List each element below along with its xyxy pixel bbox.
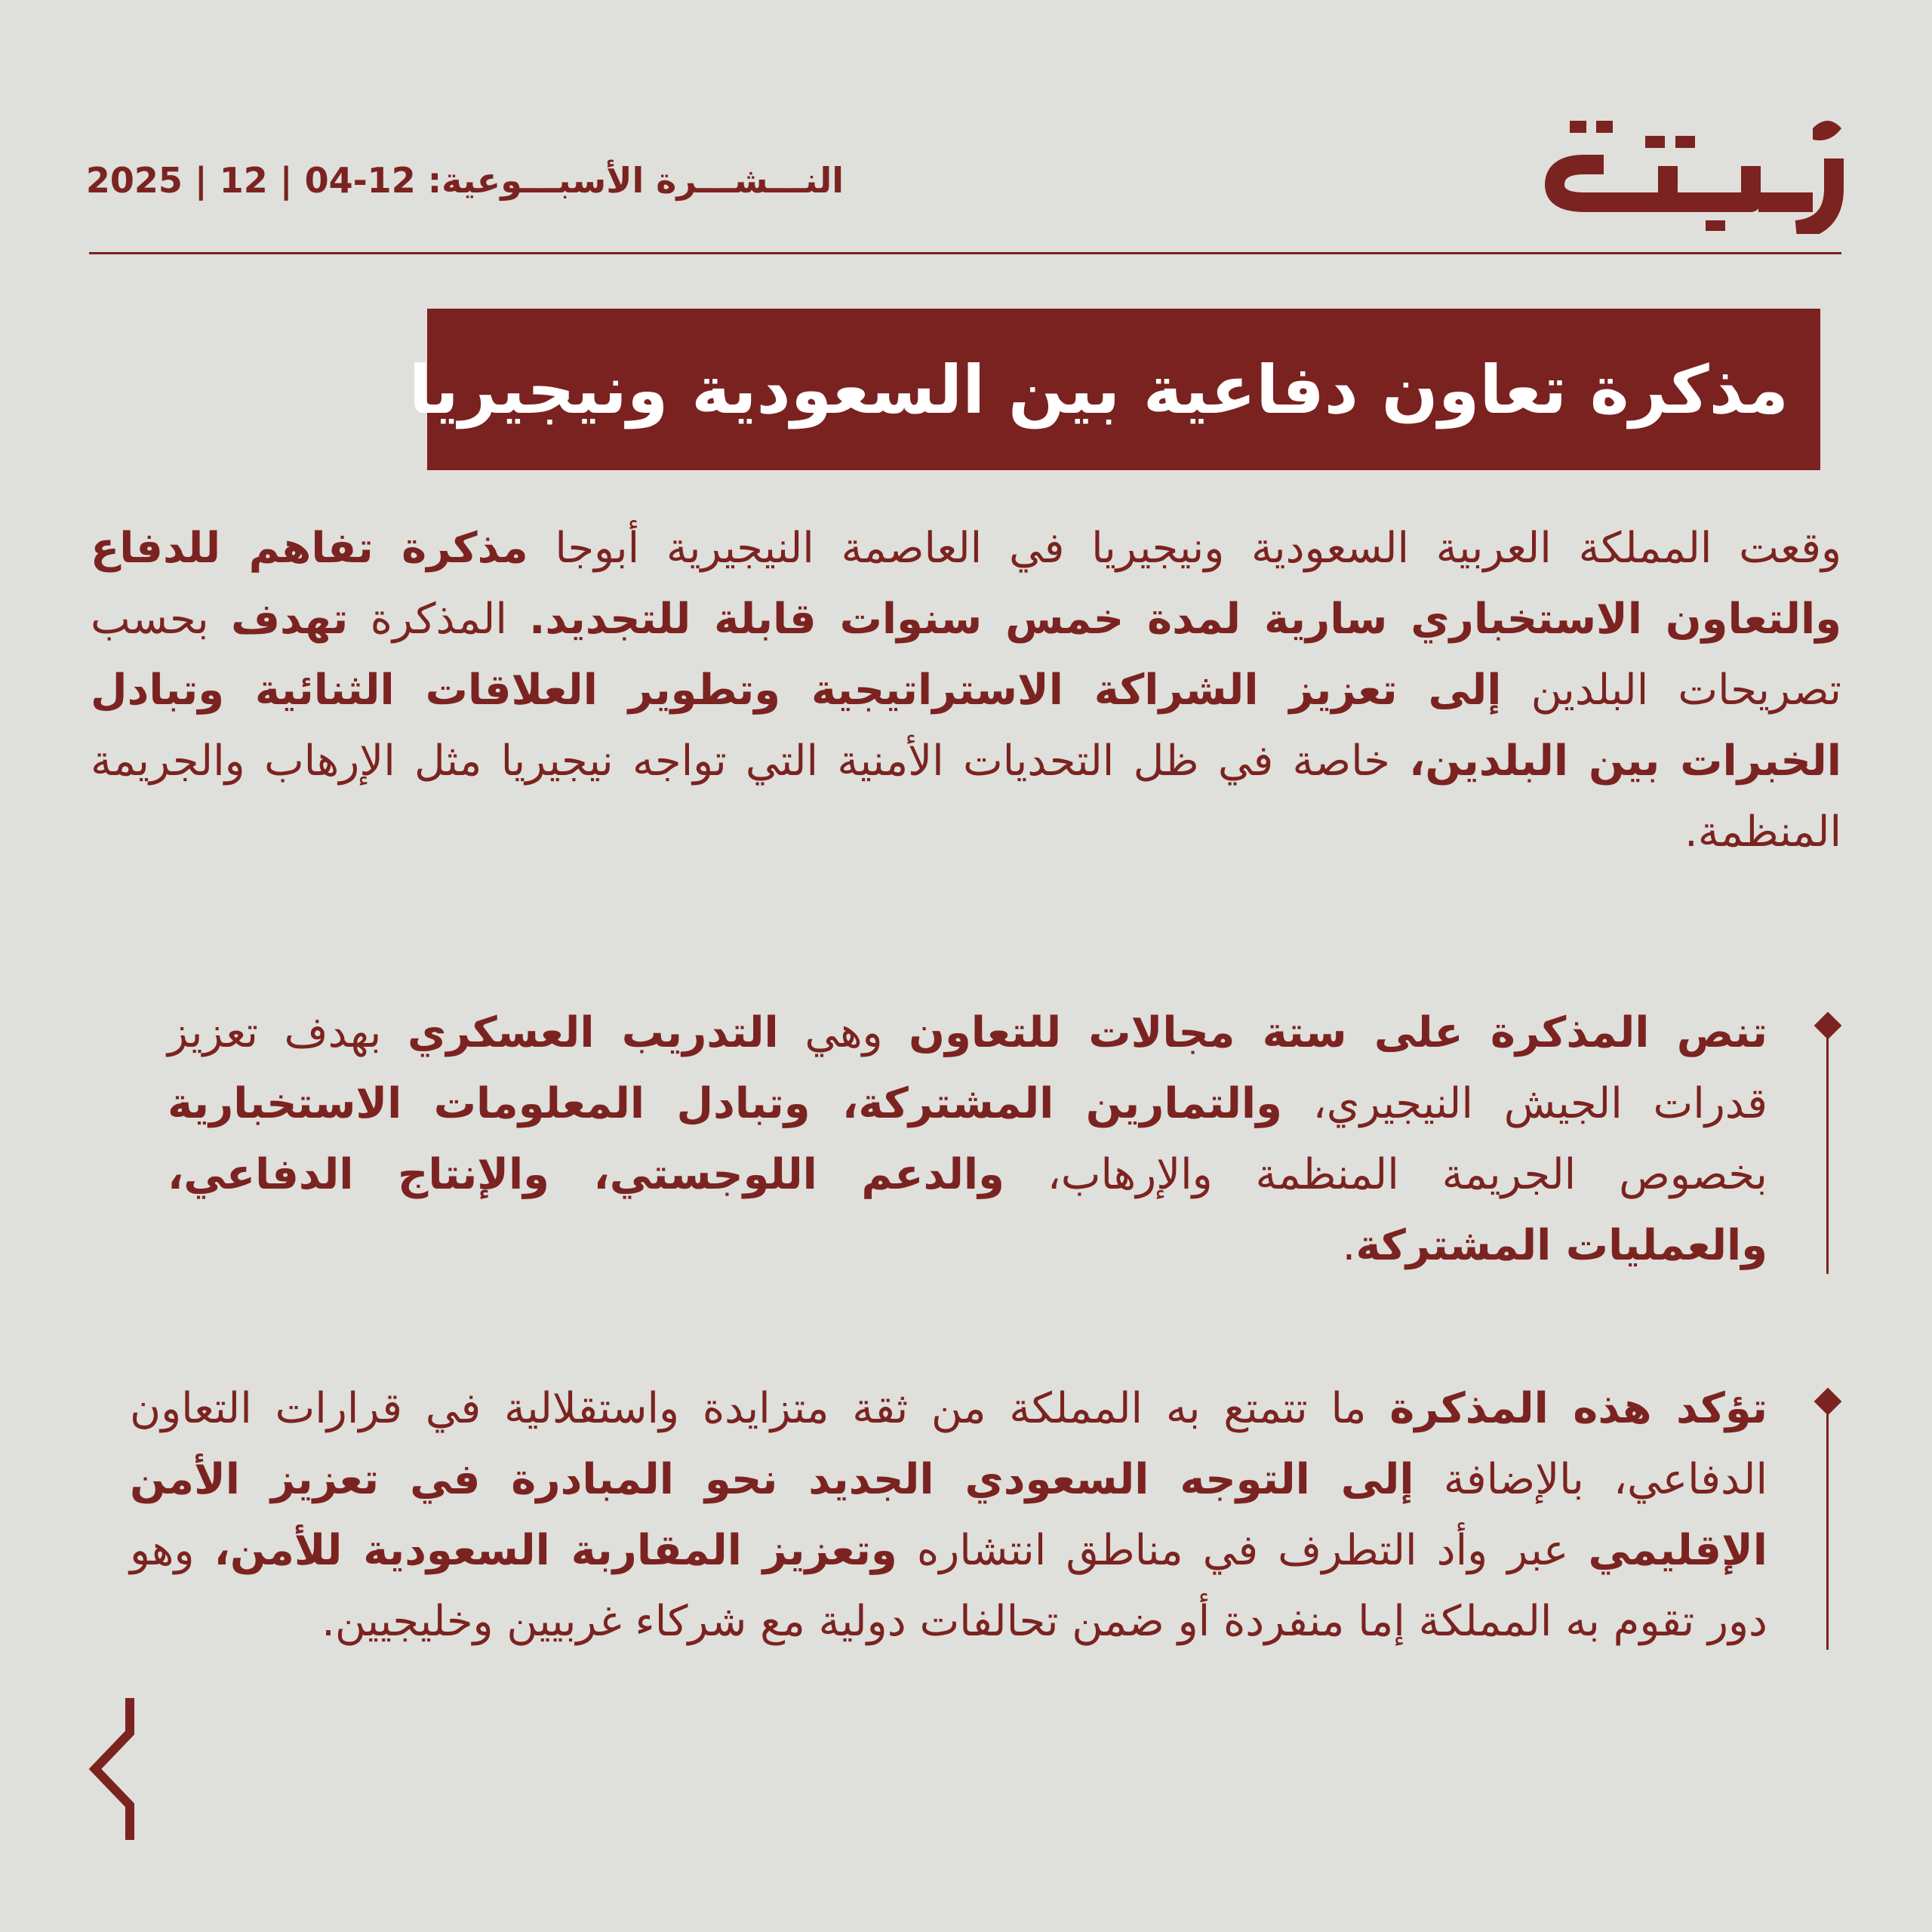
diamond-bullet-icon bbox=[1813, 998, 1843, 1281]
bullet-2-bold-3: وتعزيز المقاربة السعودية للأمن، bbox=[214, 1526, 897, 1575]
bullet-text-1 bbox=[168, 998, 1767, 1281]
bullet-1-text-2: بهدف تعزيز قدرات الجيش النيجيري، bbox=[168, 1008, 1768, 1128]
bullet-1-text-1: وهي bbox=[778, 1008, 909, 1057]
bullet-1-bold-2: التدريب العسكري bbox=[407, 1008, 779, 1057]
intro-paragraph bbox=[91, 513, 1841, 868]
intro-bold-2: تهدف bbox=[230, 595, 349, 644]
bullet-item-1 bbox=[168, 998, 1843, 1281]
rutba-logo bbox=[1532, 113, 1849, 234]
newsletter-date bbox=[85, 160, 844, 201]
newsletter-label: النـــشـــرة الأسبـــوعية: bbox=[427, 160, 844, 201]
bullet-2-text-1: ما تتمتع به المملكة من ثقة متزايدة واستقلالية في قرارات التعاون الدفاعي، بالإضافة bbox=[130, 1384, 1767, 1504]
intro-text-3: بحسب تصريحات البلدين bbox=[91, 595, 1841, 715]
intro-text-1: وقعت المملكة العربية السعودية ونيجيريا في العاصمة النيجيرية أبوجا bbox=[528, 524, 1842, 573]
newsletter-date-value: 2025 | 12 | 04-12 bbox=[85, 160, 416, 201]
title-banner bbox=[408, 309, 1820, 470]
intro-text-4: خاصة في ظل التحديات الأمنية التي تواجه نيجيريا مثل الإرهاب والجريمة المنظمة. bbox=[91, 737, 1841, 857]
bullet-2-text-3: وهو دور تقوم به المملكة إما منفردة أو ضمن تحالفات دولية مع شركاء غربيين وخليجيين. bbox=[130, 1526, 1767, 1646]
page-title: مذكرة تعاون دفاعية بين السعودية ونيجيريا bbox=[408, 350, 1789, 429]
bullet-1-text-3: بخصوص الجريمة المنظمة والإرهاب، bbox=[1004, 1150, 1767, 1199]
bullet-1-bold-4: والدعم اللوجستي، والإنتاج الدفاعي، والعمليات المشتركة bbox=[168, 1150, 1767, 1270]
bullet-2-text-2: عبر وأد التطرف في مناطق انتشاره bbox=[897, 1526, 1589, 1575]
bullet-2-bold-2: إلى التوجه السعودي الجديد نحو المبادرة في تعزيز الأمن الإقليمي bbox=[130, 1455, 1767, 1575]
bullet-1-bold-3: والتمارين المشتركة، وتبادل المعلومات الاستخبارية bbox=[168, 1079, 1282, 1128]
header-divider bbox=[89, 252, 1841, 254]
diamond-bullet-icon bbox=[1813, 1374, 1843, 1657]
bullet-1-text-4: . bbox=[1342, 1221, 1356, 1270]
bracket-mark-icon bbox=[83, 1694, 143, 1844]
bullet-1-bold-1: تنص المذكرة على ستة مجالات للتعاون bbox=[909, 1008, 1767, 1057]
bullet-2-bold-1: تؤكد هذه المذكرة bbox=[1389, 1384, 1767, 1433]
bullet-text-2 bbox=[130, 1374, 1767, 1657]
intro-bold-1: مذكرة تفاهم للدفاع والتعاون الاستخباري سارية لمدة خمس سنوات قابلة للتجديد. bbox=[91, 524, 1841, 644]
bullet-item-2 bbox=[130, 1374, 1843, 1657]
intro-bold-3: إلى تعزيز الشراكة الاستراتيجية وتطوير العلاقات الثنائية وتبادل الخبرات بين البلدين، bbox=[91, 666, 1841, 786]
intro-text-2: المذكرة bbox=[348, 595, 530, 644]
